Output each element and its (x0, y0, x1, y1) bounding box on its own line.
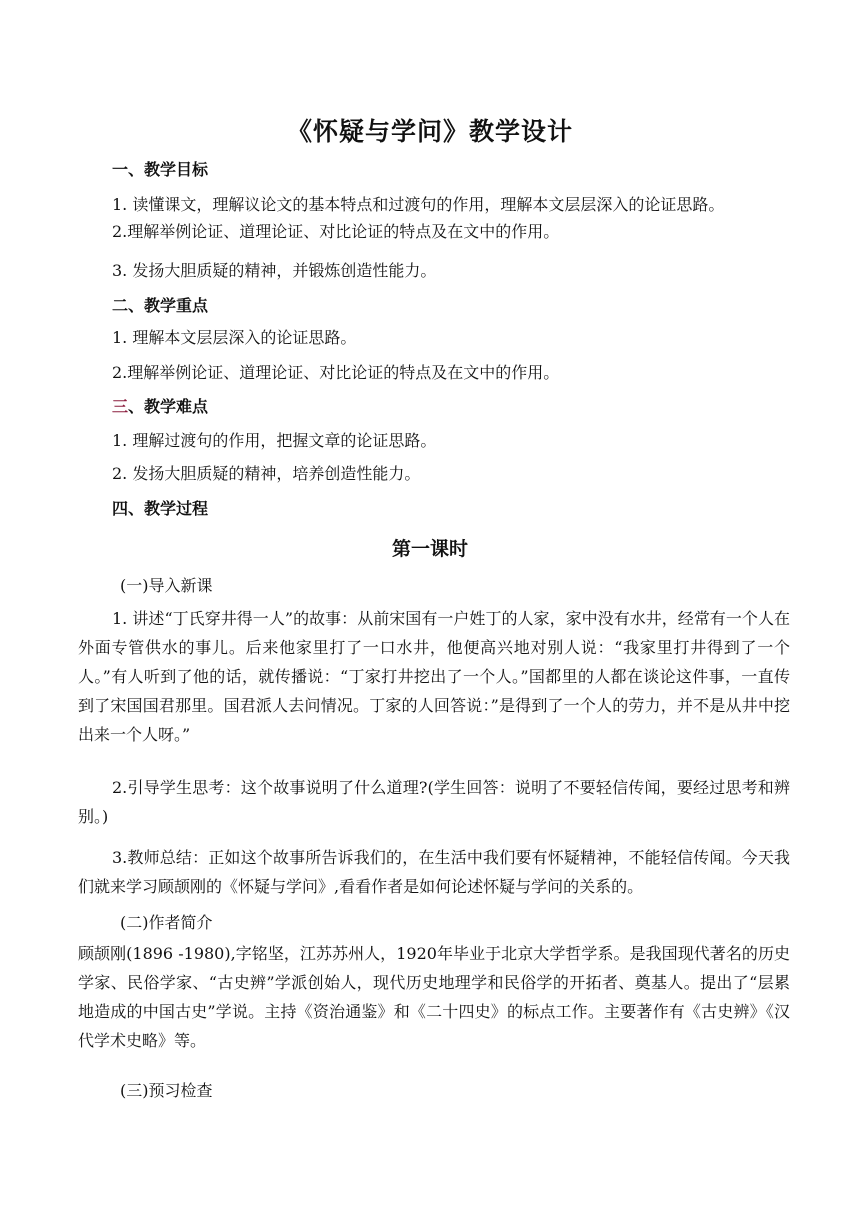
section-heading-text: 教学重点 (144, 296, 209, 315)
part-label-intro: (一)导入新课 (120, 576, 213, 595)
section-number: 一、 (112, 160, 145, 179)
paragraph-text: 3.教师总结：正如这个故事所告诉我们的，在生活中我们要有怀疑精神，不能轻信传闻。今天我们就来学习顾颉刚的《怀疑与学问》,看看作者是如何论述怀疑与学问的关系的。 (78, 848, 790, 896)
section-heading-difficulty (112, 394, 208, 417)
paragraph-text: 1. 讲述“丁氏穿井得一人”的故事：从前宋国有一户姓丁的人家，家中没有水井，经常有一个人在外面专管供水的事儿。后来他家里打了一口水井，他便高兴地对别人说：“我家里打井得到了一个人。”有人听到了他的话，就传播说：“丁家打井挖出了一个人。”国都里的人都在谈论这件事，一直传到了宋国国君那里。国君派人去问情况。丁家的人回答说：”是得到了一个人的劳力，并不是从井中挖出来一个人呀。” (78, 609, 790, 744)
section-heading-goals (112, 157, 208, 180)
lesson-title: 第一课时 (391, 538, 468, 560)
focus-item-1: 1. 理解本文层层深入的论证思路。 (112, 328, 357, 347)
section-number: 二、 (112, 296, 145, 315)
paragraph-text: 2.引导学生思考：这个故事说明了什么道理?(学生回答：说明了不要轻信传闻，要经过思考和辨别。) (78, 778, 790, 826)
part-label-author: (二)作者简介 (120, 913, 213, 932)
goal-item-1: 1. 读懂课文，理解议论文的基本特点和过渡句的作用，理解本文层层深入的论证思路。 (112, 195, 725, 214)
part-label-preview: (三)预习检查 (120, 1081, 213, 1100)
paragraph-story (78, 604, 790, 749)
section-heading-focus (112, 293, 208, 316)
paragraph-text: 顾颉刚(1896 -1980),字铭坚，江苏苏州人，1920年毕业于北京大学哲学系。是我国现代著名的历史学家、民俗学家、“古史辨”学派创始人，现代历史地理学和民俗学的开拓者、奠基人。提出了“层累地造成的中国古史”学说。主持《资治通鉴》和《二十四史》的标点工作。主要著作有《古史辨》《汉代学术史略》等。 (78, 944, 790, 1050)
section-heading-process (112, 496, 208, 519)
section-heading-text: 、教学难点 (128, 397, 209, 416)
section-number: 三 (112, 397, 129, 416)
paragraph-author (78, 939, 790, 1055)
section-heading-text: 教学过程 (144, 499, 209, 518)
difficulty-item-1: 1. 理解过渡句的作用，把握文章的论证思路。 (112, 431, 437, 450)
paragraph-question (78, 773, 790, 831)
goal-item-3: 3. 发扬大胆质疑的精神，并锻炼创造性能力。 (112, 261, 437, 280)
paragraph-summary (78, 843, 790, 901)
focus-item-2: 2.理解举例论证、道理论证、对比论证的特点及在文中的作用。 (112, 363, 560, 382)
section-heading-text: 教学目标 (144, 160, 209, 179)
goal-item-2: 2.理解举例论证、道理论证、对比论证的特点及在文中的作用。 (112, 222, 560, 241)
difficulty-item-2: 2. 发扬大胆质疑的精神，培养创造性能力。 (112, 464, 421, 483)
section-number: 四、 (112, 499, 145, 518)
document-title: 《怀疑与学问》教学设计 (286, 117, 573, 146)
